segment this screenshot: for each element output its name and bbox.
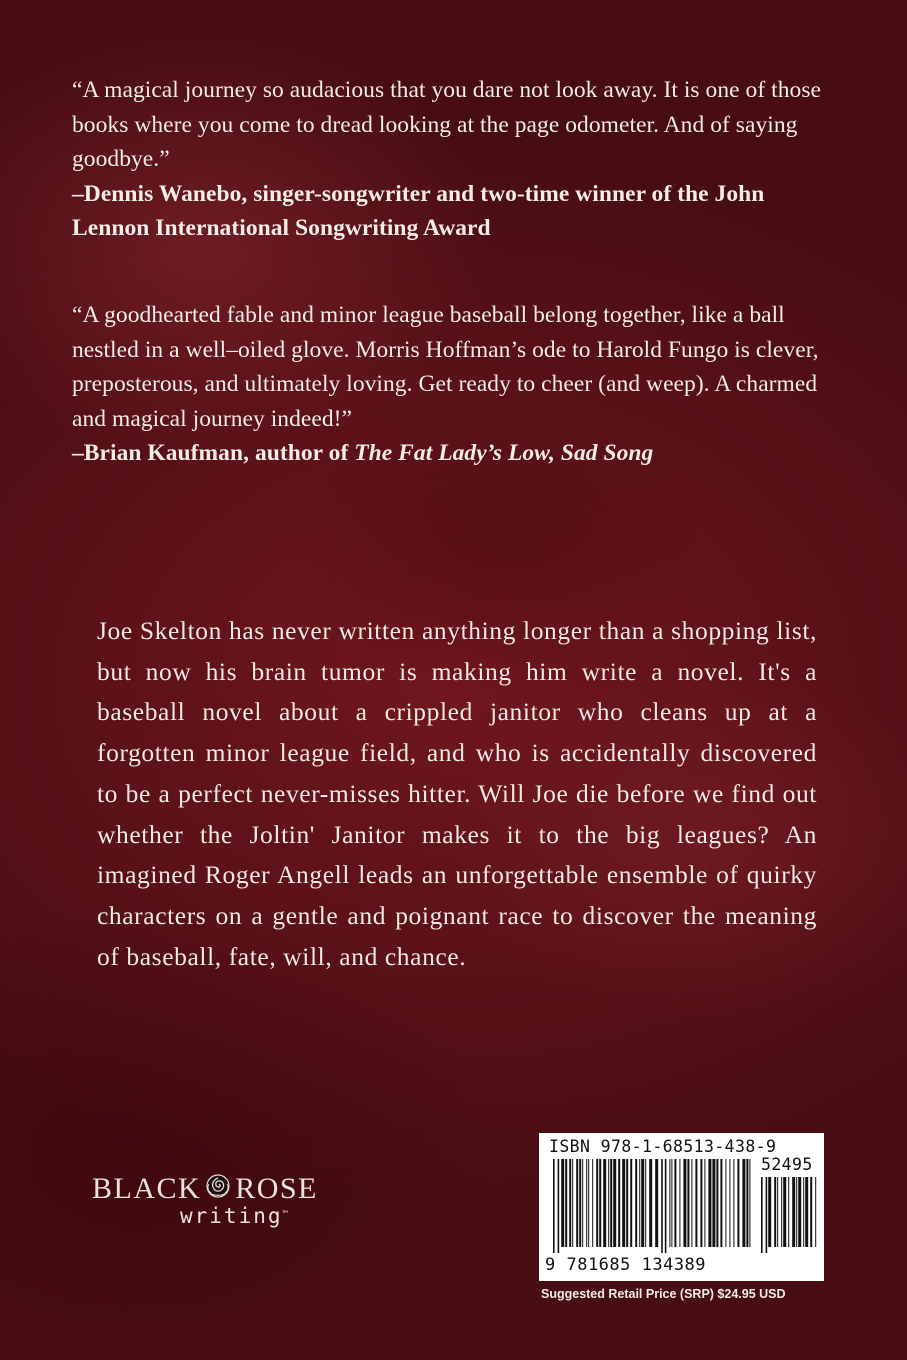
isbn-barcode (539, 1133, 824, 1281)
barcode-bar (798, 1177, 801, 1247)
barcode-bar (553, 1159, 555, 1253)
barcode-bar (645, 1159, 646, 1247)
barcode-bar (558, 1159, 560, 1253)
barcode-bar (588, 1159, 589, 1247)
barcode-bar (599, 1159, 601, 1247)
barcode-bar (608, 1159, 609, 1247)
barcode-bar (805, 1177, 808, 1247)
barcode-bar (687, 1159, 689, 1247)
barcode-bar (725, 1159, 726, 1247)
barcode-bar (592, 1159, 593, 1247)
barcode-bar (700, 1159, 702, 1247)
barcode-bar (691, 1159, 692, 1247)
barcode-bar (561, 1159, 564, 1247)
trademark-symbol: ™ (282, 1210, 288, 1220)
barcode-bar (665, 1159, 667, 1253)
barcode-bar (704, 1159, 705, 1247)
suggested-retail-price: Suggested Retail Price (SRP) $24.95 USD (541, 1287, 786, 1301)
barcode-bar (649, 1159, 652, 1247)
barcode-bar (695, 1159, 697, 1247)
price-code-label: 52495 (761, 1155, 813, 1174)
barcode-bar (712, 1159, 715, 1247)
barcode-bar (783, 1177, 786, 1247)
quote-1-text: “A magical journey so audacious that you dare not look away. It is one of those books where you come to dread looking at the page odometer. And of saying goodbye.” (72, 77, 822, 172)
quote-2-attribution-prefix: –Brian Kaufman, author of (72, 440, 355, 466)
barcode-bar (737, 1159, 739, 1247)
barcode-bar (582, 1159, 583, 1247)
quote-2-attribution (72, 436, 842, 471)
barcode-bar (613, 1159, 616, 1247)
barcode-bar (635, 1159, 637, 1247)
barcode-bar (803, 1177, 804, 1247)
barcode-bar (761, 1177, 763, 1253)
barcode-bar (679, 1159, 680, 1247)
barcode-bar (596, 1159, 598, 1247)
barcode-bar (618, 1159, 620, 1247)
barcode-bar (777, 1177, 778, 1247)
barcode-bar (630, 1159, 632, 1247)
barcode-bar (716, 1159, 718, 1247)
barcode-bar (729, 1159, 730, 1247)
barcode-bar (768, 1177, 771, 1247)
barcode-bar (810, 1177, 812, 1247)
barcode-bar (733, 1159, 734, 1247)
quote-2-book-title: The Fat Lady’s Low, Sad Song (354, 440, 654, 466)
barcode-bar (683, 1159, 686, 1247)
barcode-bar (586, 1159, 587, 1247)
barcode-bar (576, 1159, 578, 1247)
ean-digits: 9 781685 134389 (545, 1255, 707, 1275)
rose-icon (203, 1172, 233, 1202)
barcode-bar (749, 1159, 750, 1247)
quote-2-text: “A goodhearted fable and minor league baseball belong together, like a ball nestled in a well–oiled glove. Morris Hoffman’s ode to Harold Fungo is clever, preposterous, and ultimately loving. Get ready to cheer (and weep). A charmed and magical journey indeed!” (72, 302, 819, 432)
barcode-bar (639, 1159, 640, 1247)
publisher-word-writing: writing (180, 1204, 283, 1228)
barcode-bar (815, 1177, 816, 1247)
barcode-bar (720, 1159, 722, 1247)
barcode-bar (569, 1159, 571, 1247)
barcode-bar (626, 1159, 628, 1247)
barcode-bar (655, 1159, 658, 1247)
barcode-bar (708, 1159, 711, 1247)
price-addon-bars (761, 1177, 819, 1253)
barcode-bar (661, 1159, 663, 1253)
barcode-bar (781, 1177, 782, 1247)
barcode-bar (766, 1177, 768, 1253)
isbn-label: ISBN 978-1-68513-438-9 (549, 1137, 777, 1156)
publisher-subtitle (180, 1204, 332, 1227)
barcode-bar (610, 1159, 612, 1247)
quote-1-attribution: –Dennis Wanebo, singer-songwriter and two-time winner of the John Lennon International Songwriting Award (72, 180, 765, 241)
endorsement-quote-2 (72, 298, 842, 471)
barcode-bar (671, 1159, 672, 1247)
barcode-bar (796, 1177, 797, 1247)
publisher-word-rose: ROSE (235, 1172, 318, 1205)
barcode-bar (746, 1159, 748, 1247)
barcode-bar (641, 1159, 644, 1247)
barcode-bar (572, 1159, 573, 1247)
barcode-bar (788, 1177, 789, 1247)
barcode-bar (603, 1159, 606, 1247)
publisher-word-black: BLACK (92, 1172, 202, 1205)
book-synopsis (97, 611, 817, 977)
publisher-logo (92, 1172, 332, 1234)
ean13-bars (553, 1159, 753, 1253)
barcode-bar (565, 1159, 567, 1247)
barcode-bar (774, 1177, 776, 1247)
barcode-bar (792, 1177, 795, 1247)
barcode-bar (579, 1159, 581, 1247)
barcode-bar (669, 1159, 670, 1247)
barcode-bar (674, 1159, 676, 1247)
barcode-bar (742, 1159, 745, 1247)
publisher-name (92, 1172, 332, 1206)
endorsement-quote-1 (72, 73, 842, 246)
synopsis-text: Joe Skelton has never written anything longer than a shopping list, but now his brain tumor is making him write a novel. It's a baseball novel about a crippled janitor who cleans up at a forgotten minor league field, and who is accidentally discovered to be a perfect never-misses hitter. Will Joe die before we find out whether the Joltin' Janitor makes it to the big leagues? An imagined Roger Angell leads an unforgettable ensemble of quirky characters on a gentle and poignant race to discover the meaning of baseball, fate, will, and chance. (97, 616, 817, 971)
barcode-bar (622, 1159, 625, 1247)
